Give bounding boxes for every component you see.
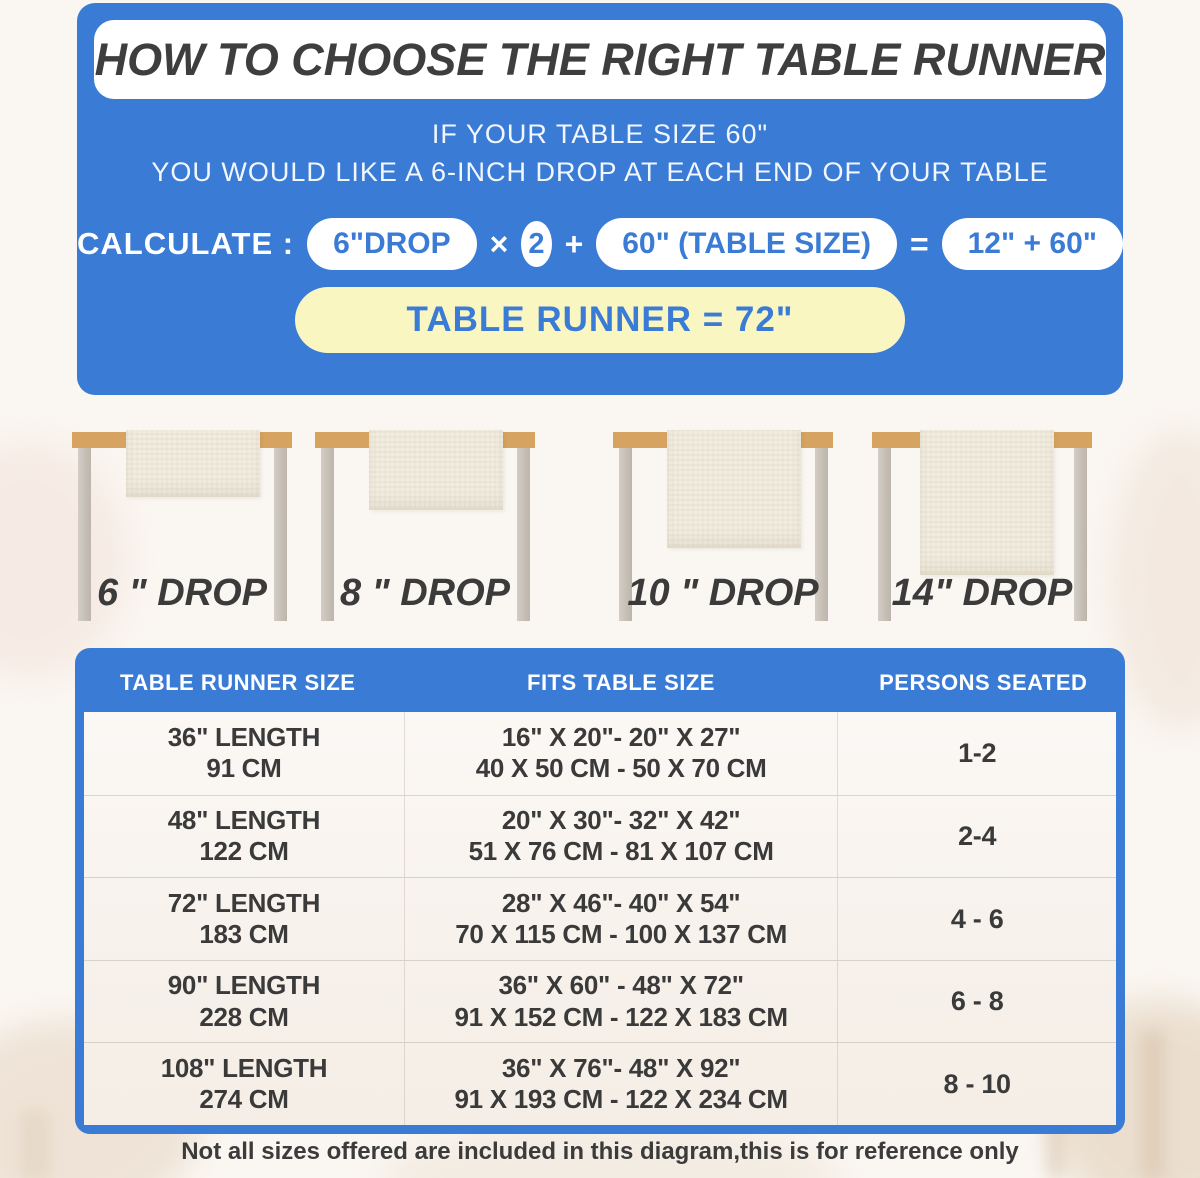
calculate-label: CALCULATE : [77,226,295,261]
column-header-fits-size: FITS TABLE SIZE [527,670,715,695]
plus-operator: + [564,225,584,262]
table-runner-cloth [920,430,1054,575]
cell-runner-size: 36" LENGTH 91 CM [167,722,321,784]
intro-line-2: YOU WOULD LIKE A 6-INCH DROP AT EACH END OF YOUR TABLE [151,157,1049,187]
table-runner-cloth [667,430,801,548]
table-row [84,1042,1116,1125]
title-box [94,20,1106,99]
result-pill: 12" + 60" [942,218,1123,270]
table-illustration-10-drop [613,420,833,635]
table-runner-cloth [369,430,503,510]
page-title: HOW TO CHOOSE THE RIGHT TABLE RUNNER [94,33,1106,85]
footnote: Not all sizes offered are included in this diagram,this is for reference only [181,1138,1019,1165]
cell-runner-size: 48" LENGTH 122 CM [167,805,321,867]
cell-persons: 8 - 10 [837,1043,1116,1125]
cell-runner-size: 72" LENGTH 183 CM [167,887,321,949]
drop-pill: 6"DROP [307,218,477,270]
drop-label: 10 " DROP [627,572,819,614]
cell-fits-size: 28" X 46"- 40" X 54" 70 X 115 CM - 100 X 137 CM [404,878,837,960]
table-row [84,960,1116,1043]
cell-persons: 6 - 8 [837,961,1116,1043]
cell-persons: 4 - 6 [837,878,1116,960]
cell-fits-size: 36" X 60" - 48" X 72" 91 X 152 CM - 122 X 183 CM [404,961,837,1043]
table-size-pill: 60" (TABLE SIZE) [596,218,897,270]
intro-line-1: IF YOUR TABLE SIZE 60" [431,119,769,149]
table-runner-cloth [126,430,260,497]
equals-operator: = [909,225,929,262]
cell-fits-size: 16" X 20"- 20" X 27" 40 X 50 CM - 50 X 70 CM [404,712,837,795]
formula-row [77,218,1123,270]
table-row [84,712,1116,795]
table-illustration-6-drop [72,420,292,635]
table-illustration-14-drop [872,420,1092,635]
drop-illustrations [0,420,1200,645]
cell-persons: 2-4 [837,796,1116,878]
size-table-panel [75,648,1125,1134]
cell-runner-size: 108" LENGTH 274 CM [160,1053,328,1115]
how-to-panel [77,3,1123,395]
table-row [84,795,1116,878]
total-pill: TABLE RUNNER = 72" [295,287,905,353]
cell-fits-size: 36" X 76"- 48" X 92" 91 X 193 CM - 122 X 234 CM [404,1043,837,1125]
drop-label: 6 " DROP [96,572,268,614]
cell-persons: 1-2 [837,712,1116,795]
column-header-runner-size: TABLE RUNNER SIZE [120,670,356,695]
drop-label: 8 " DROP [339,572,511,614]
size-table-body [84,712,1116,1125]
multiplier-badge: 2 [521,221,551,267]
table-illustration-8-drop [315,420,535,635]
size-table-header [75,648,1125,712]
times-operator: × [489,225,509,262]
table-row [84,877,1116,960]
cell-fits-size: 20" X 30"- 32" X 42" 51 X 76 CM - 81 X 107 CM [404,796,837,878]
drop-label: 14" DROP [891,572,1073,614]
cell-runner-size: 90" LENGTH 228 CM [167,970,321,1032]
column-header-persons: PERSONS SEATED [879,670,1088,695]
